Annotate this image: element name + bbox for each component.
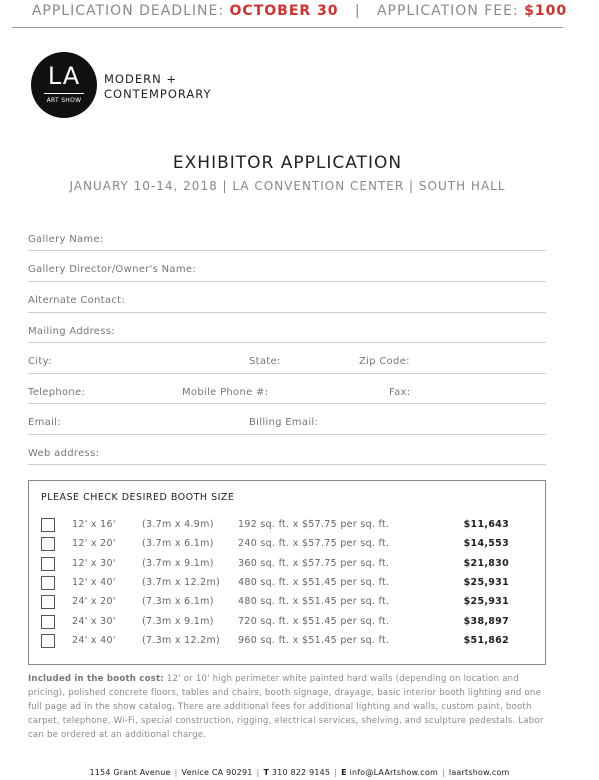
banner-divider: | <box>354 3 361 19</box>
banner-divider-line <box>12 27 563 28</box>
city-state-zip-field[interactable] <box>28 373 546 374</box>
logo-rule <box>44 93 84 94</box>
logo-tagline <box>104 72 212 102</box>
booth-rate: 360 sq. ft. x $57.75 per sq. ft. <box>238 558 390 569</box>
gallery-name-field[interactable] <box>28 250 546 251</box>
booth-metric: (7.3m x 9.1m) <box>142 616 214 627</box>
footer-phone-label: T <box>263 768 270 777</box>
footer-city: Venice CA 90291 <box>181 768 253 777</box>
web-address-label: Web address: <box>28 448 100 459</box>
booth-price: $21,830 <box>463 558 509 569</box>
gallery-name-label: Gallery Name: <box>28 234 104 245</box>
booth-inclusions-note <box>28 672 546 742</box>
booth-option <box>29 614 545 632</box>
state-label: State: <box>249 356 281 367</box>
logo-subtext: ART SHOW <box>46 97 82 104</box>
zip-code-label: Zip Code: <box>359 356 410 367</box>
inclusions-text: 12' or 10' high perimeter white painted hard walls (depending on location and pricing), polished concrete floors, tables and chairs, booth signage, drayage, basic interior booth lighting and one full page ad in the show catalog. There are additional fees for additional lighting and walls, custom paint, booth carpet, telephone, Wi-Fi, special construction, rigging, electrical services, shelving, and sculpture pedestals. Labor can be ordered at an additional charge. <box>28 674 544 740</box>
booth-option <box>29 594 545 612</box>
booth-checkbox[interactable] <box>41 634 55 648</box>
fee-label: APPLICATION FEE: <box>376 3 519 19</box>
booth-metric: (3.7m x 9.1m) <box>142 558 214 569</box>
booth-option <box>29 536 545 554</box>
logo-tagline-line2: CONTEMPORARY <box>104 87 212 101</box>
booth-option <box>29 575 545 593</box>
booth-rate: 480 sq. ft. x $51.45 per sq. ft. <box>238 577 390 588</box>
alternate-contact-label: Alternate Contact: <box>28 295 126 306</box>
booth-metric: (7.3m x 6.1m) <box>142 596 214 607</box>
booth-checkbox[interactable] <box>41 557 55 571</box>
footer-website-link[interactable]: laartshow.com <box>448 768 510 777</box>
booth-checkbox[interactable] <box>41 576 55 590</box>
deadline-label: APPLICATION DEADLINE: <box>31 3 225 19</box>
booth-option <box>29 633 545 651</box>
billing-email-label: Billing Email: <box>249 417 319 428</box>
footer-phone: 310 822 9145 <box>271 768 331 777</box>
telephone-label: Telephone: <box>28 387 86 398</box>
booth-size: 24' x 30' <box>72 616 116 627</box>
booth-size: 12' x 40' <box>72 577 116 588</box>
alternate-contact-field[interactable] <box>28 312 546 313</box>
deadline-banner <box>0 0 599 28</box>
mailing-address-field[interactable] <box>28 342 546 343</box>
fee-value: $100 <box>524 3 568 19</box>
booth-price: $51,862 <box>463 635 509 646</box>
booth-price: $38,897 <box>463 616 509 627</box>
booth-price: $25,931 <box>463 596 509 607</box>
la-art-show-logo <box>31 52 97 118</box>
booth-rate: 192 sq. ft. x $57.75 per sq. ft. <box>238 519 390 530</box>
booth-size-section <box>28 480 546 665</box>
booth-metric: (3.7m x 6.1m) <box>142 538 214 549</box>
booth-metric: (3.7m x 4.9m) <box>142 519 214 530</box>
booth-price: $25,931 <box>463 577 509 588</box>
booth-size: 12' x 30' <box>72 558 116 569</box>
booth-price: $11,643 <box>463 519 509 530</box>
booth-checkbox[interactable] <box>41 537 55 551</box>
booth-option <box>29 517 545 535</box>
city-label: City: <box>28 356 52 367</box>
booth-price: $14,553 <box>463 538 509 549</box>
booth-rate: 480 sq. ft. x $51.45 per sq. ft. <box>238 596 390 607</box>
booth-rate: 240 sq. ft. x $57.75 per sq. ft. <box>238 538 390 549</box>
phone-field[interactable] <box>28 403 546 404</box>
mobile-phone-label: Mobile Phone #: <box>182 387 269 398</box>
footer-email-label: E <box>341 768 347 777</box>
booth-size: 24' x 20' <box>72 596 116 607</box>
contact-footer: 1154 Grant Avenue | Venice CA 90291 | T 310 822 9145 | E info@LAArtshow.com | laartshow.com <box>89 768 510 777</box>
page-title: EXHIBITOR APPLICATION <box>172 153 403 173</box>
mailing-address-label: Mailing Address: <box>28 326 115 337</box>
booth-rate: 960 sq. ft. x $51.45 per sq. ft. <box>238 635 390 646</box>
booth-size: 12' x 16' <box>72 519 116 530</box>
booth-metric: (7.3m x 12.2m) <box>142 635 221 646</box>
inclusions-label: Included in the booth cost: <box>28 674 164 684</box>
web-address-field[interactable] <box>28 464 546 465</box>
event-details: JANUARY 10-14, 2018 | LA CONVENTION CENTER | SOUTH HALL <box>69 179 506 193</box>
booth-size: 24' x 40' <box>72 635 116 646</box>
booth-size-heading: PLEASE CHECK DESIRED BOOTH SIZE <box>41 492 235 503</box>
logo-tagline-line1: MODERN + <box>104 72 177 86</box>
deadline-value: OCTOBER 30 <box>229 3 339 19</box>
footer-address: 1154 Grant Avenue <box>89 768 171 777</box>
email-field[interactable] <box>28 434 546 435</box>
logo-mark: LA <box>47 62 81 90</box>
booth-checkbox[interactable] <box>41 615 55 629</box>
booth-checkbox[interactable] <box>41 595 55 609</box>
director-name-field[interactable] <box>28 281 546 282</box>
email-label: Email: <box>28 417 61 428</box>
booth-option <box>29 556 545 574</box>
booth-size: 12' x 20' <box>72 538 116 549</box>
fax-label: Fax: <box>389 387 411 398</box>
director-name-label: Gallery Director/Owner's Name: <box>28 264 196 275</box>
booth-metric: (3.7m x 12.2m) <box>142 577 221 588</box>
footer-email-link[interactable]: info@LAArtshow.com <box>349 768 438 777</box>
booth-rate: 720 sq. ft. x $51.45 per sq. ft. <box>238 616 390 627</box>
booth-checkbox[interactable] <box>41 518 55 532</box>
